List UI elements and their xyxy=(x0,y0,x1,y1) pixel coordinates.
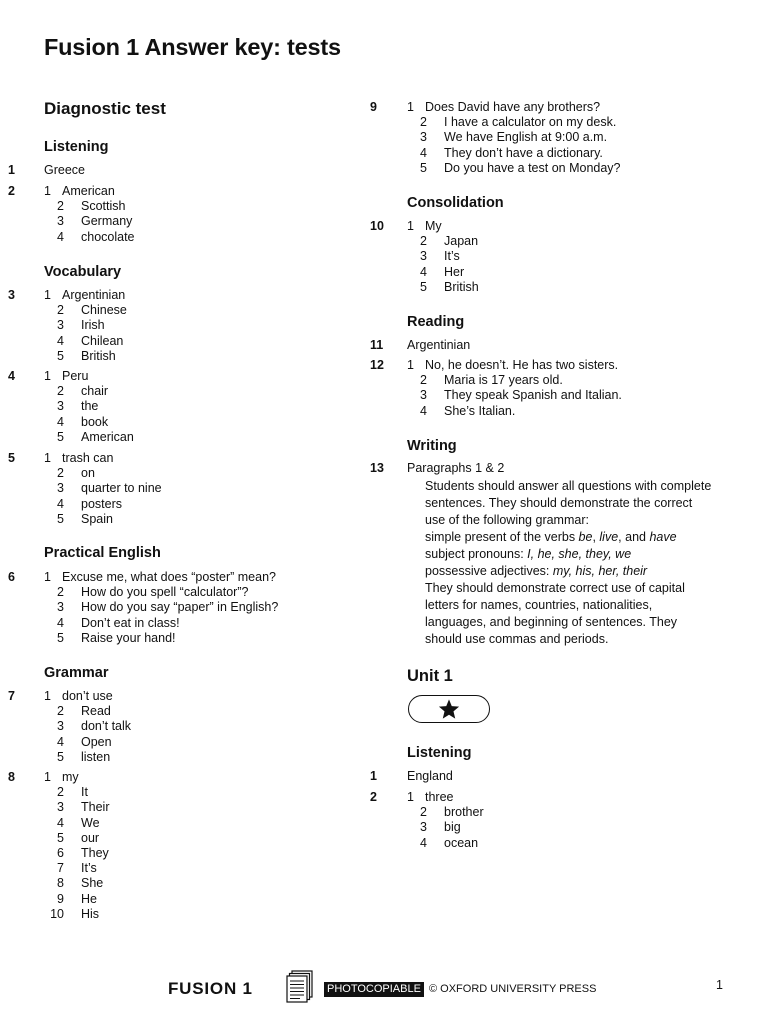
item-text: My xyxy=(425,219,442,233)
item-text: trash can xyxy=(62,451,114,465)
item-number: 5 xyxy=(420,279,427,294)
item-number: 3 xyxy=(420,820,427,835)
question-3 xyxy=(0,288,370,364)
item-number: 2 xyxy=(420,234,427,249)
answer-item xyxy=(0,318,370,333)
question-4 xyxy=(0,369,370,445)
answer-item xyxy=(370,130,768,145)
item-number: 3 xyxy=(420,388,427,403)
item-number: 1 xyxy=(44,369,51,383)
item-number: 3 xyxy=(420,130,427,145)
item-number: 4 xyxy=(57,229,64,244)
item-text: He xyxy=(81,891,97,906)
item-text: my xyxy=(62,770,79,784)
item-number: 4 xyxy=(57,333,64,348)
item-number: 4 xyxy=(57,615,64,630)
answer-item xyxy=(0,497,370,512)
answer-item xyxy=(0,846,370,861)
item-text: How do you say “paper” in English? xyxy=(81,600,279,615)
answer-item xyxy=(0,214,370,229)
answer-item xyxy=(0,184,370,199)
answer-item xyxy=(0,785,370,800)
item-number: 1 xyxy=(44,570,51,584)
question-number: 11 xyxy=(370,338,384,352)
answer-item xyxy=(370,404,768,419)
answer-item xyxy=(0,770,370,785)
answer-item xyxy=(0,288,370,303)
question-number: 5 xyxy=(8,451,15,465)
question-12 xyxy=(370,358,768,419)
answer-item xyxy=(0,430,370,445)
item-text: ocean xyxy=(444,835,479,850)
item-text: Open xyxy=(81,734,112,749)
item-text: chocolate xyxy=(81,229,135,244)
item-number: 1 xyxy=(407,219,414,233)
question-number: 3 xyxy=(8,288,15,302)
question-1 xyxy=(0,163,370,178)
answer-item xyxy=(0,585,370,600)
practical-english-heading: Practical English xyxy=(44,545,161,561)
item-text: chair xyxy=(81,384,109,399)
item-text: His xyxy=(81,906,100,921)
answer-text: Argentinian xyxy=(407,338,471,352)
item-number: 1 xyxy=(44,184,51,198)
answer-item xyxy=(370,805,768,820)
answer-item xyxy=(370,373,768,388)
item-number: 2 xyxy=(57,199,64,214)
answer-text: England xyxy=(407,769,453,783)
item-number: 1 xyxy=(44,689,51,703)
answer-item xyxy=(370,115,768,130)
item-number: 2 xyxy=(57,466,64,481)
criteria-line: use of the following grammar: xyxy=(425,513,589,527)
answer-item xyxy=(370,265,768,280)
item-number: 4 xyxy=(57,734,64,749)
item-text: Scottish xyxy=(81,199,126,214)
item-text: We have English at 9:00 a.m. xyxy=(444,130,608,145)
item-number: 1 xyxy=(407,358,414,372)
answer-item xyxy=(370,388,768,403)
item-number: 3 xyxy=(57,719,64,734)
item-number: 5 xyxy=(57,830,64,845)
answer-item xyxy=(0,369,370,384)
answer-item xyxy=(0,735,370,750)
item-text: No, he doesn’t. He has two sisters. xyxy=(425,358,619,372)
grammar-heading: Grammar xyxy=(44,665,109,681)
item-number: 4 xyxy=(420,145,427,160)
answer-item xyxy=(0,831,370,846)
answer-item xyxy=(0,512,370,527)
item-number: 8 xyxy=(57,876,64,891)
page-number: 1 xyxy=(716,978,723,992)
question-11 xyxy=(370,338,768,353)
item-number: 7 xyxy=(57,861,64,876)
question-number: 12 xyxy=(370,358,384,372)
item-text: Germany xyxy=(81,214,133,229)
question-number: 4 xyxy=(8,369,15,383)
question-13 xyxy=(370,461,768,646)
criteria-line: should use commas and periods. xyxy=(425,632,609,646)
item-text: She’s Italian. xyxy=(444,403,516,418)
answer-item xyxy=(0,750,370,765)
item-number: 5 xyxy=(57,630,64,645)
item-number: 2 xyxy=(57,585,64,600)
vocabulary-heading: Vocabulary xyxy=(44,264,122,280)
item-number: 5 xyxy=(57,511,64,526)
question-2 xyxy=(0,184,370,245)
answer-text: Greece xyxy=(44,163,85,177)
answer-item xyxy=(0,466,370,481)
unit-1-heading: Unit 1 xyxy=(407,667,453,685)
item-text: Do you have a test on Monday? xyxy=(444,160,621,175)
item-text: Does David have any brothers? xyxy=(425,100,601,114)
item-text: Peru xyxy=(62,369,89,383)
answer-item xyxy=(0,349,370,364)
reading-heading: Reading xyxy=(407,314,465,330)
item-number: 1 xyxy=(44,770,51,784)
item-number: 5 xyxy=(57,429,64,444)
item-text: Excuse me, what does “poster” mean? xyxy=(62,570,276,584)
item-text: Japan xyxy=(444,234,479,249)
criteria-line: They should demonstrate correct use of capital xyxy=(425,581,685,595)
answer-item xyxy=(0,616,370,631)
item-text: They xyxy=(81,845,109,860)
answer-item xyxy=(370,161,768,176)
question-number: 1 xyxy=(370,769,377,783)
item-text: Chinese xyxy=(81,303,127,318)
answer-item xyxy=(370,280,768,295)
answer-item xyxy=(0,876,370,891)
answer-item xyxy=(0,800,370,815)
item-text: posters xyxy=(81,496,122,511)
item-text: She xyxy=(81,876,104,891)
item-number: 9 xyxy=(57,891,64,906)
criteria-line: letters for names, countries, nationalities, xyxy=(425,598,653,612)
question-number: 10 xyxy=(370,219,384,233)
answer-item xyxy=(0,631,370,646)
item-text: It’s xyxy=(444,249,460,264)
difficulty-badge xyxy=(408,695,490,723)
item-text: They don’t have a dictionary. xyxy=(444,145,603,160)
item-number: 1 xyxy=(44,288,51,302)
answer-item xyxy=(370,219,768,234)
answer-item xyxy=(0,334,370,349)
answer-label: Paragraphs 1 & 2 xyxy=(407,461,505,475)
item-text: the xyxy=(81,399,99,414)
unit-question-1 xyxy=(370,769,768,784)
answer-item xyxy=(0,230,370,245)
item-number: 2 xyxy=(57,303,64,318)
diagnostic-test-heading: Diagnostic test xyxy=(44,99,166,118)
answer-item xyxy=(370,249,768,264)
question-10 xyxy=(370,219,768,295)
item-text: quarter to nine xyxy=(81,481,162,496)
question-6 xyxy=(0,570,370,646)
item-text: Maria is 17 years old. xyxy=(444,373,563,388)
item-number: 2 xyxy=(57,785,64,800)
item-text: Chilean xyxy=(81,333,124,348)
item-number: 3 xyxy=(420,249,427,264)
answer-item xyxy=(0,570,370,585)
answer-item xyxy=(0,399,370,414)
criteria-line: languages, and beginning of sentences. They xyxy=(425,615,678,629)
criteria-line: subject pronouns: I, he, she, they, we xyxy=(425,547,632,561)
answer-item xyxy=(370,100,768,115)
item-number: 2 xyxy=(420,805,427,820)
item-text: on xyxy=(81,466,95,481)
answer-item xyxy=(0,199,370,214)
item-text: It xyxy=(81,785,88,800)
item-text: We xyxy=(81,815,100,830)
unit-question-2 xyxy=(370,790,768,851)
answer-item xyxy=(370,820,768,835)
question-number: 1 xyxy=(8,163,15,177)
item-text: three xyxy=(425,790,454,804)
item-number: 1 xyxy=(407,790,414,804)
answer-item xyxy=(0,451,370,466)
item-text: Their xyxy=(81,800,110,815)
consolidation-heading: Consolidation xyxy=(407,195,504,211)
question-number: 6 xyxy=(8,570,15,584)
item-text: American xyxy=(62,184,115,198)
criteria-line: Students should answer all questions with complete xyxy=(425,479,712,493)
page-title: Fusion 1 Answer key: tests xyxy=(44,34,341,60)
criteria-line: possessive adjectives: my, his, her, their xyxy=(425,564,648,578)
item-text: I have a calculator on my desk. xyxy=(444,115,617,130)
answer-item xyxy=(370,234,768,249)
item-number: 4 xyxy=(57,815,64,830)
page-footer xyxy=(0,970,768,1010)
photocopy-document-icon xyxy=(286,970,316,1004)
item-number: 3 xyxy=(57,318,64,333)
item-text: How do you spell “calculator”? xyxy=(81,585,249,600)
writing-heading: Writing xyxy=(407,438,457,454)
item-text: Irish xyxy=(81,318,105,333)
item-number: 6 xyxy=(57,845,64,860)
item-number: 2 xyxy=(57,384,64,399)
answer-item xyxy=(370,836,768,851)
listening-heading: Listening xyxy=(44,139,109,155)
item-number: 3 xyxy=(57,399,64,414)
item-number: 4 xyxy=(420,264,427,279)
item-text: Spain xyxy=(81,511,113,526)
photocopiable-badge: PHOTOCOPIABLE xyxy=(324,982,424,997)
answer-item xyxy=(0,704,370,719)
item-number: 5 xyxy=(420,160,427,175)
answer-item xyxy=(0,415,370,430)
answer-item xyxy=(0,892,370,907)
question-number: 7 xyxy=(8,689,15,703)
answer-item xyxy=(370,146,768,161)
answer-item xyxy=(0,719,370,734)
item-text: Argentinian xyxy=(62,288,126,302)
item-number: 4 xyxy=(57,414,64,429)
item-number: 3 xyxy=(57,800,64,815)
answer-item xyxy=(0,907,370,922)
star-icon xyxy=(438,698,460,720)
answer-item xyxy=(0,481,370,496)
publisher-credit: © OXFORD UNIVERSITY PRESS xyxy=(429,983,597,995)
item-text: British xyxy=(444,279,479,294)
item-number: 4 xyxy=(420,835,427,850)
question-5 xyxy=(0,451,370,527)
item-text: don’t use xyxy=(62,689,113,703)
item-number: 1 xyxy=(407,100,414,114)
item-text: book xyxy=(81,414,109,429)
item-number: 3 xyxy=(57,214,64,229)
fusion-brand-logo: FUSION 1 xyxy=(168,979,253,998)
item-text: Don’t eat in class! xyxy=(81,615,180,630)
question-number: 2 xyxy=(370,790,377,804)
question-number: 9 xyxy=(370,100,377,114)
answer-item xyxy=(0,384,370,399)
criteria-line: simple present of the verbs be, live, and have xyxy=(425,530,677,544)
item-number: 3 xyxy=(57,481,64,496)
writing-criteria xyxy=(425,478,745,648)
item-text: Her xyxy=(444,264,465,279)
unit-listening-heading: Listening xyxy=(407,745,472,761)
answer-item xyxy=(0,816,370,831)
question-7 xyxy=(0,689,370,765)
item-number: 3 xyxy=(57,600,64,615)
question-number: 13 xyxy=(370,461,384,475)
answer-item xyxy=(0,689,370,704)
item-text: It’s xyxy=(81,861,97,876)
item-number: 1 xyxy=(44,451,51,465)
question-number: 8 xyxy=(8,770,15,784)
answer-item xyxy=(0,600,370,615)
question-9 xyxy=(370,100,768,176)
item-text: brother xyxy=(444,805,484,820)
item-number: 4 xyxy=(57,496,64,511)
item-text: our xyxy=(81,830,100,845)
item-text: American xyxy=(81,429,134,444)
item-number: 4 xyxy=(420,403,427,418)
question-8 xyxy=(0,770,370,922)
answer-item xyxy=(0,861,370,876)
question-number: 2 xyxy=(8,184,15,198)
item-text: Read xyxy=(81,704,111,719)
item-number: 2 xyxy=(420,115,427,130)
item-number: 5 xyxy=(57,749,64,764)
item-number: 5 xyxy=(57,348,64,363)
answer-item xyxy=(370,358,768,373)
answer-item xyxy=(370,790,768,805)
item-text: listen xyxy=(81,749,111,764)
item-number: 10 xyxy=(50,906,64,921)
item-number: 2 xyxy=(57,704,64,719)
item-number: 2 xyxy=(420,373,427,388)
item-text: don’t talk xyxy=(81,719,132,734)
answer-item xyxy=(0,303,370,318)
item-text: British xyxy=(81,348,116,363)
item-text: big xyxy=(444,820,461,835)
item-text: Raise your hand! xyxy=(81,630,176,645)
criteria-line: sentences. They should demonstrate the correct xyxy=(425,496,693,510)
item-text: They speak Spanish and Italian. xyxy=(444,388,622,403)
